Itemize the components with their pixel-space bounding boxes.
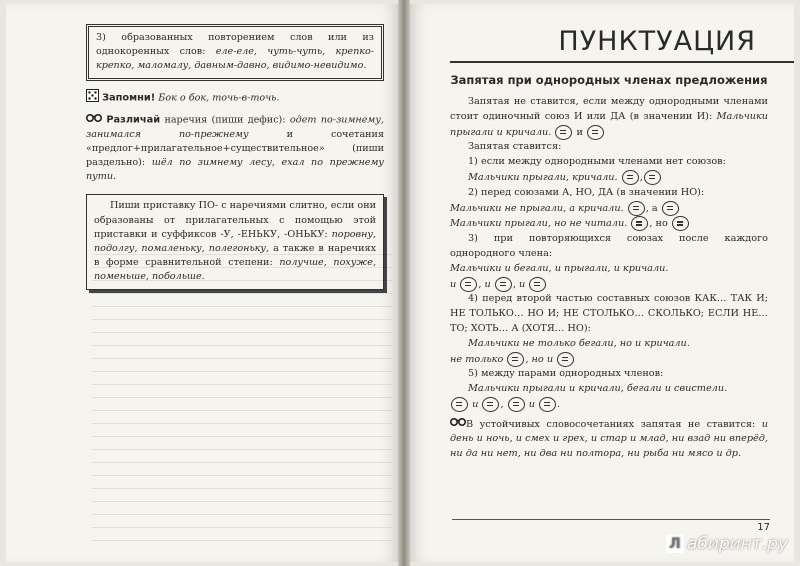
member-symbol <box>662 201 679 216</box>
distinguish-text-1: наречия (пиши дефис): <box>160 114 290 126</box>
member-symbol <box>539 397 556 412</box>
rule-4-example-text: Мальчики не только бегали, но и кричали. <box>468 337 690 349</box>
rule-no-comma-example: Мальчики прыгали и кричали. <box>450 110 768 138</box>
box1-examples: еле-еле, чуть-чуть, крепко-крепко, маломалу, давным-давно, видимо-невидимо. <box>96 46 374 72</box>
right-page <box>410 4 794 562</box>
member-symbol <box>508 397 525 412</box>
rule-1-example-text: Мальчики прыгали, кричали. <box>468 171 618 183</box>
box1-text <box>96 31 374 74</box>
member-symbol <box>557 352 574 367</box>
watermark <box>666 534 788 554</box>
scheme-conj: и <box>472 398 479 410</box>
watermark-text: абиринт.ру <box>686 534 788 554</box>
rule-5-scheme: и , и . <box>450 397 768 413</box>
scheme-conj: , а <box>645 202 658 214</box>
page-title: ПУНКТУАЦИЯ <box>558 26 756 57</box>
rule-4-example <box>450 337 768 352</box>
book-spine <box>398 0 410 566</box>
distinguish-text-2: и сочетания «предлог+прилагательное+существительное» (пиши раздельно): <box>86 128 385 169</box>
distinguish-note <box>86 113 384 185</box>
section-subtitle: Запятая при однородных членах предложения <box>450 73 768 87</box>
box2-rule: Пиши приставку ПО- с наречиями слитно, если они образованы от прилагательных с помощью этой приставки и суффиксов -У, -ЕНЬКУ, -ОНЬКУ: <box>94 200 376 240</box>
rule-5-example-text: Мальчики прыгали и кричали, бегали и свистели. <box>468 383 728 395</box>
dice-icon <box>86 89 99 107</box>
rule-3-example-text: Мальчики и бегали, и прыгали, и кричали. <box>450 262 669 274</box>
rule-4: 4) перед второй частью составных союзов КАК… ТАК И; НЕ ТОЛЬКО… НО И; НЕ СТОЛЬКО… СКОЛЬКО; ЕСЛИ НЕ… ТО; ХОТЬ… А (ХОТЯ… НО): <box>450 293 768 334</box>
scheme-conj: и <box>519 278 526 290</box>
glasses-icon <box>86 113 102 127</box>
member-symbol <box>622 170 639 185</box>
idioms-examples: и день и ночь, и смех и грех, и стар и млад, ни взад ни вперёд, ни да ни нет, ни два ни полтора, ни рыба ни мясо и др. <box>450 418 768 460</box>
title-rule <box>450 61 794 63</box>
member-symbol <box>460 277 477 292</box>
rule-3-example <box>450 262 768 277</box>
left-page <box>6 4 398 562</box>
scheme-conj: и <box>484 278 491 290</box>
member-symbol <box>628 201 645 216</box>
idioms-rule: В устойчивых словосочетаниях запятая не ставится: <box>466 418 762 430</box>
member-symbol <box>555 125 572 140</box>
rule-3-scheme: и , и , и <box>450 277 768 293</box>
member-symbol <box>672 216 689 231</box>
scheme-conj: не только <box>450 353 504 365</box>
scheme-conj: и <box>450 278 457 290</box>
distinguish-label: Различай <box>106 114 161 126</box>
member-symbol <box>587 125 604 140</box>
member-symbol <box>451 397 468 412</box>
show-through-text <box>92 254 392 544</box>
scheme-conj: и <box>576 126 583 138</box>
remember-text: Бок о бок, точь-в-точь. <box>155 92 280 104</box>
scheme-conj: и <box>528 398 535 410</box>
box2-rule-2: а также в наречиях в форме сравнительной степени: <box>94 243 376 269</box>
remember-label: Запомни! <box>102 92 156 104</box>
idioms-note <box>450 417 768 462</box>
watermark-logo: Л <box>666 535 684 553</box>
rule-2-example-2 <box>450 216 768 232</box>
scheme-conj: , но <box>649 218 668 230</box>
box2-example-1: поровну, подолгу, помаленьку, полегоньку, <box>94 228 376 255</box>
rule-box-repetition <box>86 24 384 81</box>
member-symbol <box>495 277 512 292</box>
member-symbol <box>631 216 648 231</box>
footer-rule <box>452 519 770 520</box>
rule-2: 2) перед союзами А, НО, ДА (в значении НО): <box>468 186 705 198</box>
rule-1-example: Мальчики прыгали, кричали. , <box>450 170 768 186</box>
rule-2-example-1-text: Мальчики не прыгали, а кричали. <box>450 202 624 214</box>
glasses-icon <box>450 417 466 432</box>
rule-no-comma <box>450 95 768 140</box>
rule-3: 3) при повторяющихся союзах после каждого однородного члена: <box>450 233 768 259</box>
member-symbol <box>644 170 661 185</box>
member-symbol <box>507 352 524 367</box>
title-block <box>450 26 768 63</box>
rule-1: 1) если между однородными членами нет союзов: <box>468 156 726 168</box>
rule-2-example-1 <box>450 201 768 217</box>
box1-rule: 3) образованных повторением слов или из однокоренных слов: <box>96 32 374 58</box>
page-number: 17 <box>757 522 770 533</box>
scheme-conj: , но и <box>525 353 554 365</box>
box2-example-2: получше, похуже, поменьше, побольше. <box>94 257 376 283</box>
distinguish-example-1: одет по-зимнему, занимался по-прежнему <box>86 114 384 140</box>
rule-no-comma-text: Запятая не ставится, если между однородными членами стоит одиночный союз И или ДА (в значении И): <box>450 96 768 122</box>
rule-comma-heading: Запятая ставится: <box>468 141 562 153</box>
rule-2-example-2-text: Мальчики прыгали, но не читали. <box>450 218 628 230</box>
member-symbol <box>482 397 499 412</box>
member-symbol <box>529 277 546 292</box>
rule-4-scheme <box>450 352 768 368</box>
rule-5-example <box>450 382 768 397</box>
distinguish-example-2: шёл по зимнему лесу, ехал по прежнему пути. <box>86 157 384 183</box>
remember-note <box>86 89 384 107</box>
rule-5: 5) между парами однородных членов: <box>468 368 664 380</box>
